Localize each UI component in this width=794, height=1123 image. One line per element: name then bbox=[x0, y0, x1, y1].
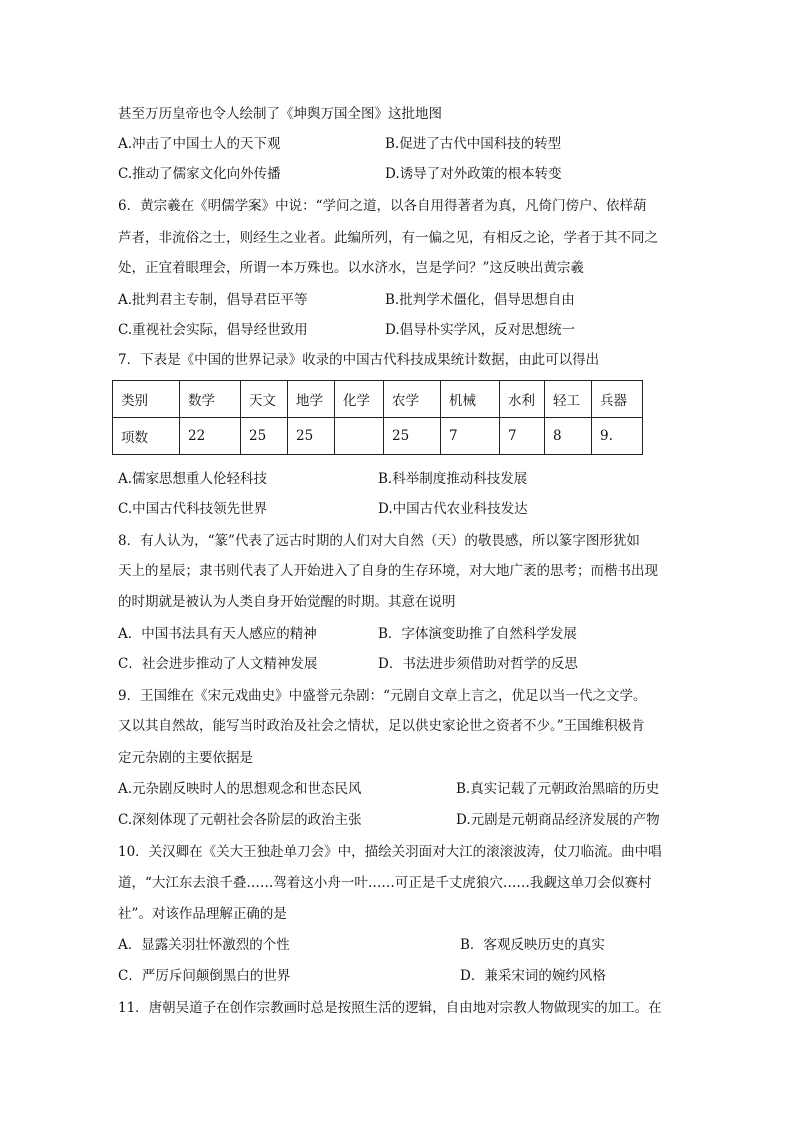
q8-stem-line1: 8．有人认为，“篆”代表了远古时期的人们对大自然（天）的敬畏感，所以篆字图形犹如 bbox=[118, 533, 640, 549]
q7-stats-table bbox=[112, 380, 643, 455]
q5-stem: 甚至万历皇帝也令人绘制了《坤舆万国全图》这批地图 bbox=[118, 106, 442, 122]
table-header-cell: 地学 bbox=[288, 381, 335, 418]
q9-option-b: B.真实记载了元朝政治黑暗的历史 bbox=[456, 781, 660, 797]
q5-option-d: D.诱导了对外政策的根本转变 bbox=[385, 166, 562, 182]
q9-option-c: C.深刻体现了元朝社会各阶层的政治主张 bbox=[118, 812, 362, 828]
q9-stem-line1: 9．王国维在《宋元戏曲史》中盛誉元杂剧：“元剧自文章上言之，优足以当一代之文学。 bbox=[118, 688, 647, 704]
table-header-cell: 兵器 bbox=[592, 381, 643, 418]
q6-stem-line1: 6．黄宗羲在《明儒学案》中说：“学问之道，以各自用得著者为真，凡倚门傍户、依样葫 bbox=[118, 198, 647, 214]
q6-stem-line3: 处，正宜着眼理会，所谓一本万殊也。以水济水，岂是学问？”这反映出黄宗羲 bbox=[118, 260, 584, 276]
q9-option-d: D.元剧是元朝商品经济发展的产物 bbox=[456, 812, 660, 828]
q7-option-d: D.中国古代农业科技发达 bbox=[378, 501, 528, 517]
table-header-cell: 机械 bbox=[441, 381, 500, 418]
q10-option-b: B．客观反映历史的真实 bbox=[460, 937, 605, 953]
table-header-cell: 类别 bbox=[113, 381, 180, 418]
q5-option-a: A.冲击了中国士人的天下观 bbox=[118, 136, 281, 152]
table-cell: 22 bbox=[180, 418, 241, 455]
table-cell bbox=[335, 418, 384, 455]
q5-option-b: B.促进了古代中国科技的转型 bbox=[385, 136, 562, 152]
q10-option-a: A．显露关羽壮怀激烈的个性 bbox=[118, 937, 290, 953]
q10-option-d: D．兼采宋词的婉约风格 bbox=[460, 968, 606, 984]
q7-option-c: C.中国古代科技领先世界 bbox=[118, 501, 268, 517]
q7-stem: 7．下表是《中国的世界记录》收录的中国古代科技成果统计数据，由此可以得出 bbox=[118, 352, 600, 368]
table-cell: 25 bbox=[288, 418, 335, 455]
q8-option-a: A．中国书法具有天人感应的精神 bbox=[118, 626, 317, 642]
q7-option-b: B.科举制度推动科技发展 bbox=[378, 471, 528, 487]
q9-stem-line2: 又以其自然故，能写当时政治及社会之情状，足以供史家论世之资者不少。”王国维积极肯 bbox=[118, 718, 645, 734]
q10-stem-line3: 社”。对该作品理解正确的是 bbox=[118, 906, 287, 922]
table-header-cell: 化学 bbox=[335, 381, 384, 418]
table-cell: 25 bbox=[241, 418, 288, 455]
q10-stem-line1: 10．关汉卿在《关大王独赴单刀会》中，描绘关羽面对大江的滚滚波涛，仗刀临流。曲中唱 bbox=[118, 844, 662, 860]
table-header-cell: 轻工 bbox=[545, 381, 592, 418]
table-cell: 项数 bbox=[113, 418, 180, 455]
table-cell: 9. bbox=[592, 418, 643, 455]
table-header-cell: 水利 bbox=[500, 381, 545, 418]
table-header-cell: 天文 bbox=[241, 381, 288, 418]
table-row bbox=[113, 418, 643, 455]
table-cell: 8 bbox=[545, 418, 592, 455]
q6-stem-line2: 芦者，非流俗之士，则经生之业者。此编所列，有一偏之见，有相反之论，学者于其不同之 bbox=[118, 230, 658, 246]
q9-option-a: A.元杂剧反映时人的思想观念和世态民风 bbox=[118, 781, 362, 797]
q6-option-c: C.重视社会实际，倡导经世致用 bbox=[118, 322, 308, 338]
q6-option-d: D.倡导朴实学风，反对思想统一 bbox=[385, 322, 576, 338]
q8-stem-line2: 天上的星辰；隶书则代表了人开始进入了自身的生存环境，对大地广袤的思考；而楷书出现 bbox=[118, 563, 658, 579]
q5-option-c: C.推动了儒家文化向外传播 bbox=[118, 166, 281, 182]
table-row bbox=[113, 381, 643, 418]
q6-option-a: A.批判君主专制，倡导君臣平等 bbox=[118, 292, 308, 308]
q9-stem-line3: 定元杂剧的主要依据是 bbox=[118, 750, 253, 766]
table-cell: 7 bbox=[500, 418, 545, 455]
table-cell: 25 bbox=[384, 418, 441, 455]
table-cell: 7 bbox=[441, 418, 500, 455]
q11-stem-line1: 11．唐朝吴道子在创作宗教画时总是按照生活的逻辑，自由地对宗教人物做现实的加工。在 bbox=[118, 1000, 662, 1016]
q8-option-c: C．社会进步推动了人文精神发展 bbox=[118, 656, 318, 672]
q6-option-b: B.批判学术僵化，倡导思想自由 bbox=[385, 292, 575, 308]
q10-stem-line2: 道，“大江东去浪千叠……驾着这小舟一叶……可正是千丈虎狼穴……我觑这单刀会似赛村 bbox=[118, 875, 652, 891]
q8-stem-line3: 的时期就是被认为人类自身开始觉醒的时期。其意在说明 bbox=[118, 594, 456, 610]
q10-option-c: C．严厉斥问颠倒黑白的世界 bbox=[118, 968, 291, 984]
table-header-cell: 数学 bbox=[180, 381, 241, 418]
q7-option-a: A.儒家思想重人伦轻科技 bbox=[118, 471, 268, 487]
q8-option-b: B．字体演变助推了自然科学发展 bbox=[378, 626, 577, 642]
q8-option-d: D．书法进步须借助对哲学的反思 bbox=[378, 656, 578, 672]
table-header-cell: 农学 bbox=[384, 381, 441, 418]
